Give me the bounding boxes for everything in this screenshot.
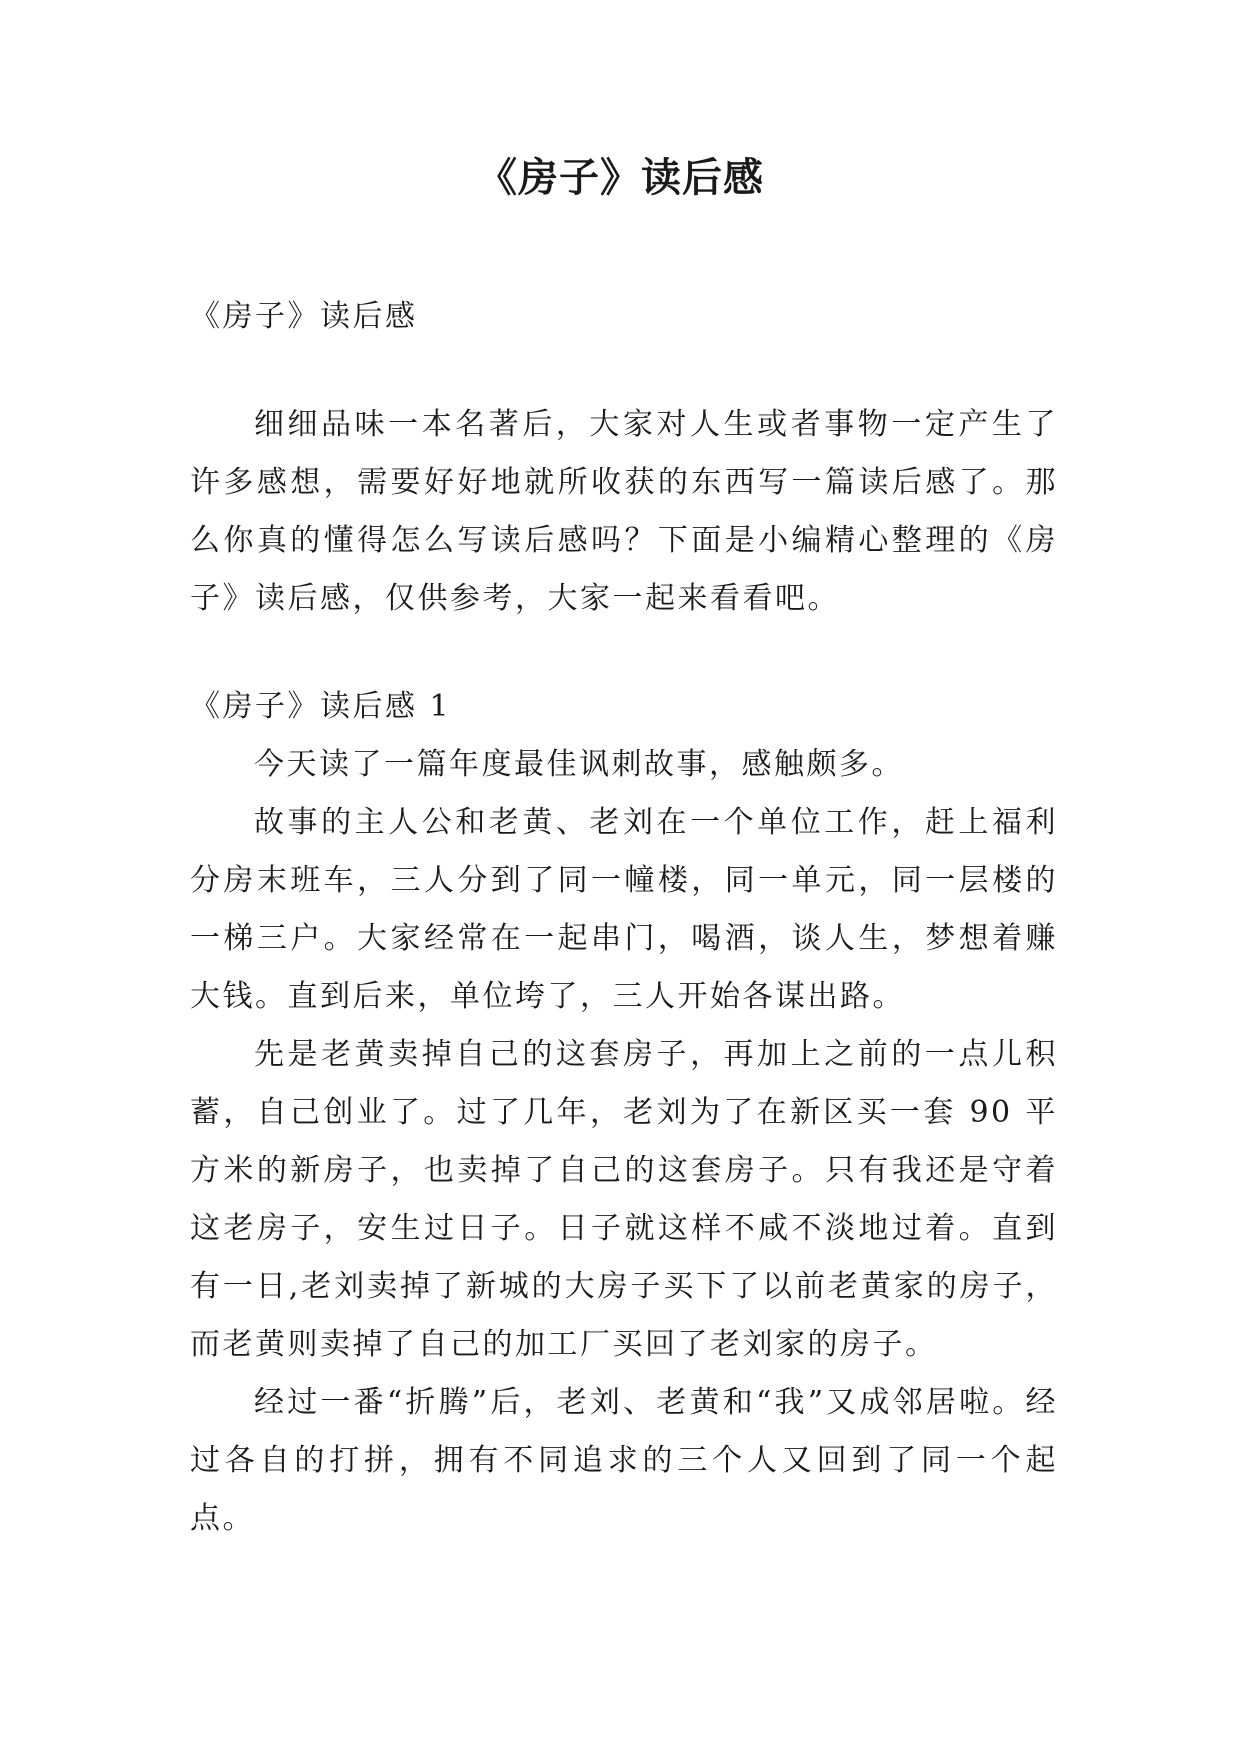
body-paragraph: 今天读了一篇年度最佳讽刺故事，感触颇多。	[254, 747, 904, 782]
section-heading: 《房子》读后感 1	[190, 689, 452, 724]
body-paragraph: 故事的主人公和老黄、老刘在一个单位工作，赶上福利分房末班车，三人分到了同一幢楼，同一单元，同一层楼的一梯三户。大家经常在一起串门，喝酒，谈人生，梦想着赚大钱。直到后来，单位垮了，三人开始各谋出路。	[190, 805, 1058, 1014]
intro-paragraph: 细细品味一本名著后，大家对人生或者事物一定产生了许多感想，需要好好地就所收获的东西写一篇读后感了。那么你真的懂得怎么写读后感吗？下面是小编精心整理的《房子》读后感，仅供参考，大家一起来看看吧。	[190, 407, 1058, 616]
body-paragraph: 经过一番“折腾”后，老刘、老黄和“我”又成邻居啦。经过各自的打拼，拥有不同追求的三个人又回到了同一个起点。	[190, 1385, 1058, 1536]
body-paragraph: 先是老黄卖掉自己的这套房子，再加上之前的一点儿积蓄，自己创业了。过了几年，老刘为了在新区买一套 90 平方米的新房子，也卖掉了自己的这套房子。只有我还是守着这老房子，安生过日子。日子就这样不咸不淡地过着。直到有一日,老刘卖掉了新城的大房子买下了以前老黄家的房子，而老黄则卖掉了自己的加工厂买回了老刘家的房子。	[190, 1037, 1058, 1362]
document-subtitle: 《房子》读后感	[190, 299, 418, 334]
document-title: 《房子》读后感	[477, 155, 764, 201]
document-body	[190, 288, 1058, 1548]
